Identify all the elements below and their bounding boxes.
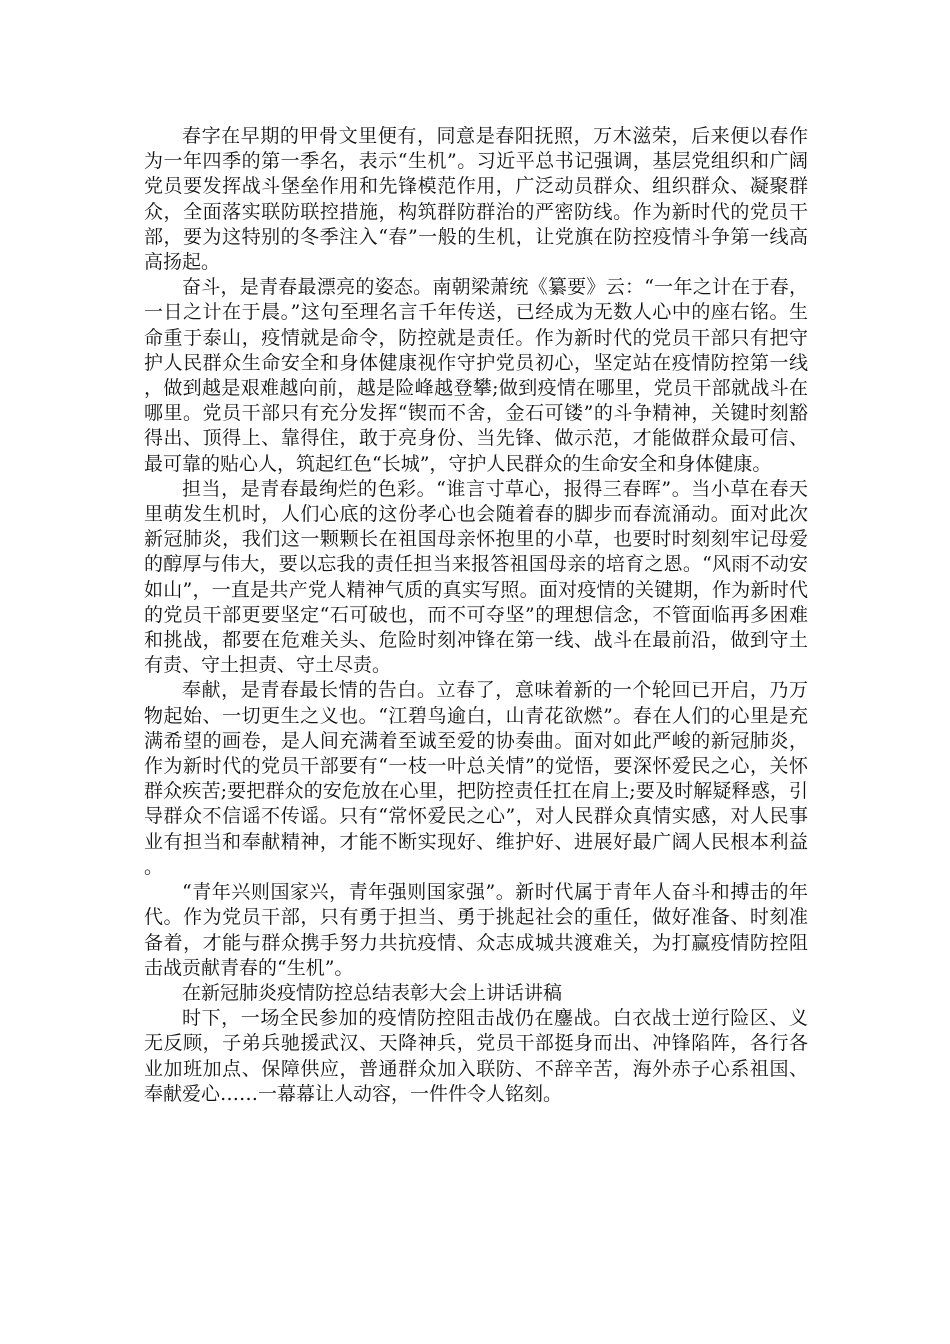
paragraph-current-battle: 时下，一场全民参加的疫情防控阻击战仍在鏖战。白衣战士逆行险区、义无反顾，子弟兵驰援武汉、天降神兵，党员干部挺身而出、冲锋陷阵，各行各业加班加点、保障供应，普通群众加入联防、不辞辛苦，海外赤子心系祖国、奉献爱心……一幕幕让人动容，一件件令人铭刻。 (144, 1007, 808, 1105)
paragraph-dedication: 奉献，是青春最长情的告白。立春了，意味着新的一个轮回已开启，乃万物起始、一切更生之义也。“江碧鸟逾白，山青花欲燃”。春在人们的心里是充满希望的画卷，是人间充满着至诚至爱的协奏曲。面对如此严峻的新冠肺炎，作为新时代的党员干部要有“一枝一叶总关情”的觉悟，要深怀爱民之心，关怀群众疾苦;要把群众的安危放在心里，把防控责任扛在肩上;要及时解疑释惑，引导群众不信谣不传谣。只有“常怀爱民之心”，对人民群众真情实感，对人民事业有担当和奉献精神，才能不断实现好、维护好、进展好最广阔人民根本利益。 (144, 679, 808, 878)
section-heading: 在新冠肺炎疫情防控总结表彰大会上讲话讲稿 (182, 981, 563, 1004)
paragraph-responsibility: 担当，是青春最绚烂的色彩。“谁言寸草心，报得三春晖”。当小草在春天里萌发生机时，人们心底的这份孝心也会随着春的脚步而春流涌动。面对此次新冠肺炎，我们这一颗颗长在祖国母亲怀抱里的小草，也要时时刻刻牢记母爱的醇厚与伟大，要以忘我的责任担当来报答祖国母亲的培育之恩。“风雨不动安如山”，一直是共产党人精神气质的真实写照。面对疫情的关键期，作为新时代的党员干部更要坚定“石可破也，而不可夺坚”的理想信念，不管面临再多困难和挑战，都要在危难关头、危险时刻冲锋在第一线、战斗在最前沿，做到守土有责、守土担责、守土尽责。 (144, 477, 808, 677)
paragraph-struggle: 奋斗，是青春最漂亮的姿态。南朝梁萧统《纂要》云：“一年之计在于春，一日之计在于晨。”这句至理名言千年传送，已经成为无数人心中的座右铭。生命重于泰山，疫情就是命令，防控就是责任。作为新时代的党员干部只有把守护人民群众生命安全和身体健康视作守护党员初心，坚定站在疫情防控第一线，做到越是艰难越向前，越是险峰越登攀;做到疫情在哪里，党员干部就战斗在哪里。党员干部只有充分发挥“锲而不舍，金石可镂”的斗争精神，关键时刻豁得出、顶得上、靠得住，敢于亮身份、当先锋、做示范，才能做群众最可信、最可靠的贴心人，筑起红色“长城”，守护人民群众的生命安全和身体健康。 (144, 276, 808, 475)
paragraph-youth: “青年兴则国家兴，青年强则国家强”。新时代属于青年人奋斗和搏击的年代。作为党员干部，只有勇于担当、勇于挑起社会的重任，做好准备、时刻准备着，才能与群众携手努力共抗疫情、众志成城共渡难关，为打赢疫情防控阻击战贡献青春的“生机”。 (144, 881, 808, 979)
paragraph-spring-meaning: 春字在早期的甲骨文里便有，同意是春阳抚照，万木滋荣，后来便以春作为一年四季的第一季名，表示“生机”。习近平总书记强调，基层党组织和广阔党员要发挥战斗堡垒作用和先锋模范作用，广泛动员群众、组织群众、凝聚群众，全面落实联防联控措施，构筑群防群治的严密防线。作为新时代的党员干部，要为这特别的冬季注入“春”一般的生机，让党旗在防控疫情斗争第一线高高扬起。 (144, 125, 808, 274)
document-body (144, 124, 808, 1107)
